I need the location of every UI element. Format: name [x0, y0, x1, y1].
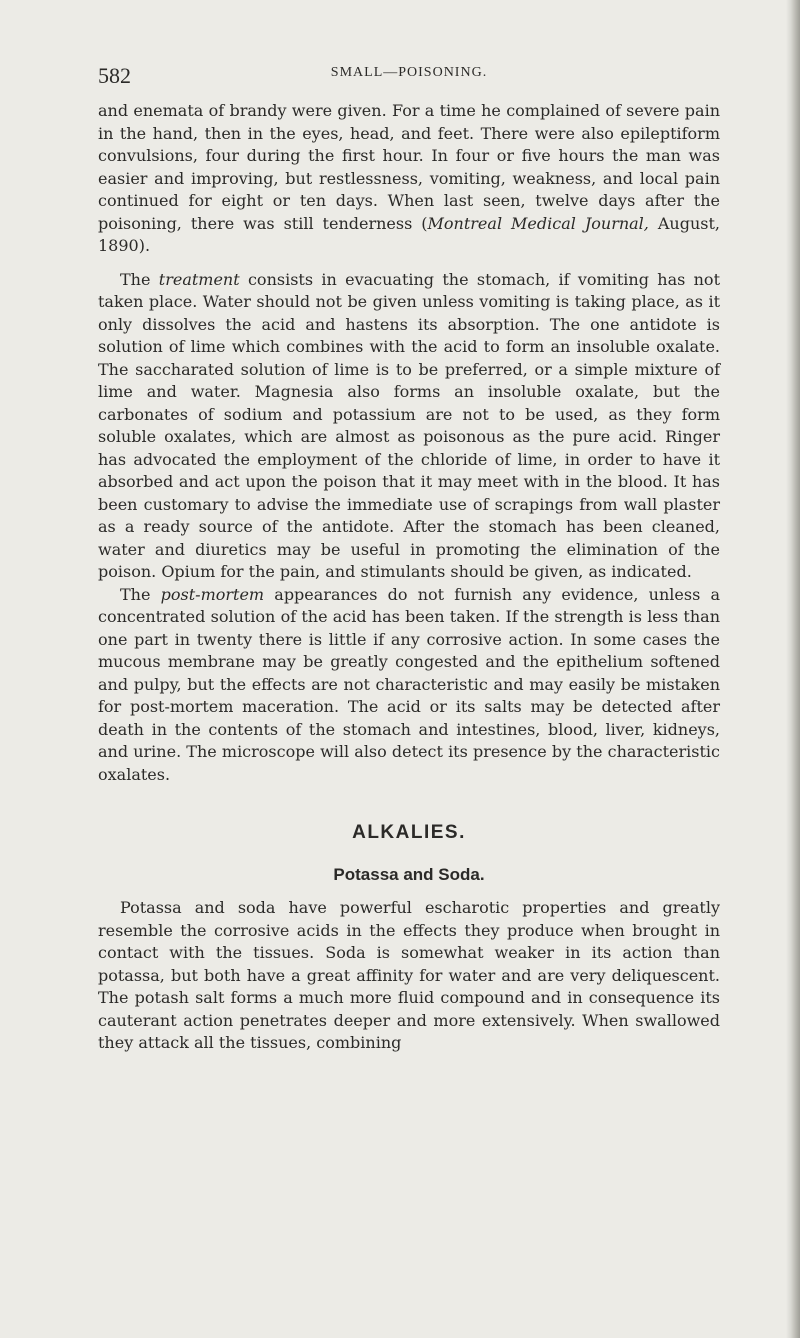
paragraph-text: Potassa and soda have powerful escharotic properties and greatly resemble the corrosive acids in the effects they produce when brought in contact with the tissues. Soda is somewhat weaker in its action than potassa, but both have a great affinity for water and are very deliquescent. The potash salt forms a much more fluid compound and in consequence its cauterant action penetrates deeper and more extensively. When swallowed they attack all the tissues, combining	[98, 898, 720, 1052]
page-edge-shadow	[786, 0, 800, 1338]
paragraph-post-mortem	[98, 584, 720, 787]
paragraph-text: appearances do not furnish any evidence, unless a concentrated solution of the acid has been taken. If the strength is less than one part in twenty there is little if any corrosive action. In some cases the mucous membrane may be greatly congested and the epithelium softened and pulpy, but the effects are not characteristic and may easily be mistaken for post-mortem maceration. The acid or its salts may be detected after death in the contents of the stomach and intestines, blood, liver, kidneys, and urine. The microscope will also detect its presence by the characteristic oxalates.	[98, 584, 721, 784]
paragraph-treatment	[98, 269, 720, 584]
subsection-heading: Potassa and Soda.	[333, 865, 485, 884]
page-content	[98, 62, 720, 1055]
paragraph-text: consists in evacuating the stomach, if vomiting has not taken place. Water should not be given unless vomiting is taking place, as it only dissolves the acid and hastens its absorption. The one antidote is solution of lime which combines with the acid to form an insoluble oxalate. The saccharated solution of lime is to be preferred, or a simple mixture of lime and water. Magnesia also forms an insoluble oxalate, but the carbonates of sodium and potassium are not to be used, as they form soluble oxalates, which are almost as poisonous as the pure acid. Ringer has advocated the employment of the chloride of lime, in order to have it absorbed and act upon the poison that it may meet with in the blood. It has been customary to advise the immediate use of scrapings from wall plaster as a ready source of the antidote. After the stomach has been cleaned, water and diuretics may be useful in promoting the elimination of the poison. Opium for the pain, and stimulants should be given, as indicated.	[98, 269, 720, 581]
emphasis-post-mortem: post-mortem	[160, 584, 265, 604]
paragraph-potassa-soda	[98, 897, 720, 1055]
paragraph-text: The	[120, 269, 159, 289]
paragraph-text: August, 1890).	[98, 213, 720, 255]
journal-citation: Montreal Medical Journal,	[427, 213, 649, 233]
paragraph-text: and enemata of brandy were given. For a time he complained of severe pain in the hand, then in the eyes, head, and feet. There were also epileptiform convulsions, four during the first hour. In four or five hours the man was easier and improving, but restlessness, vomiting, weakness, and local pain continued for eight or ten days. When last seen, twelve days after the poisoning, there was still tenderness (	[98, 101, 720, 233]
paragraph-text: The	[120, 584, 161, 604]
running-head	[98, 62, 720, 90]
emphasis-treatment: treatment	[158, 269, 240, 289]
running-title: SMALL—POISONING.	[330, 65, 488, 80]
paragraph-case-report	[98, 100, 720, 258]
section-heading: ALKALIES.	[352, 822, 466, 843]
page-number: 582	[98, 63, 131, 88]
